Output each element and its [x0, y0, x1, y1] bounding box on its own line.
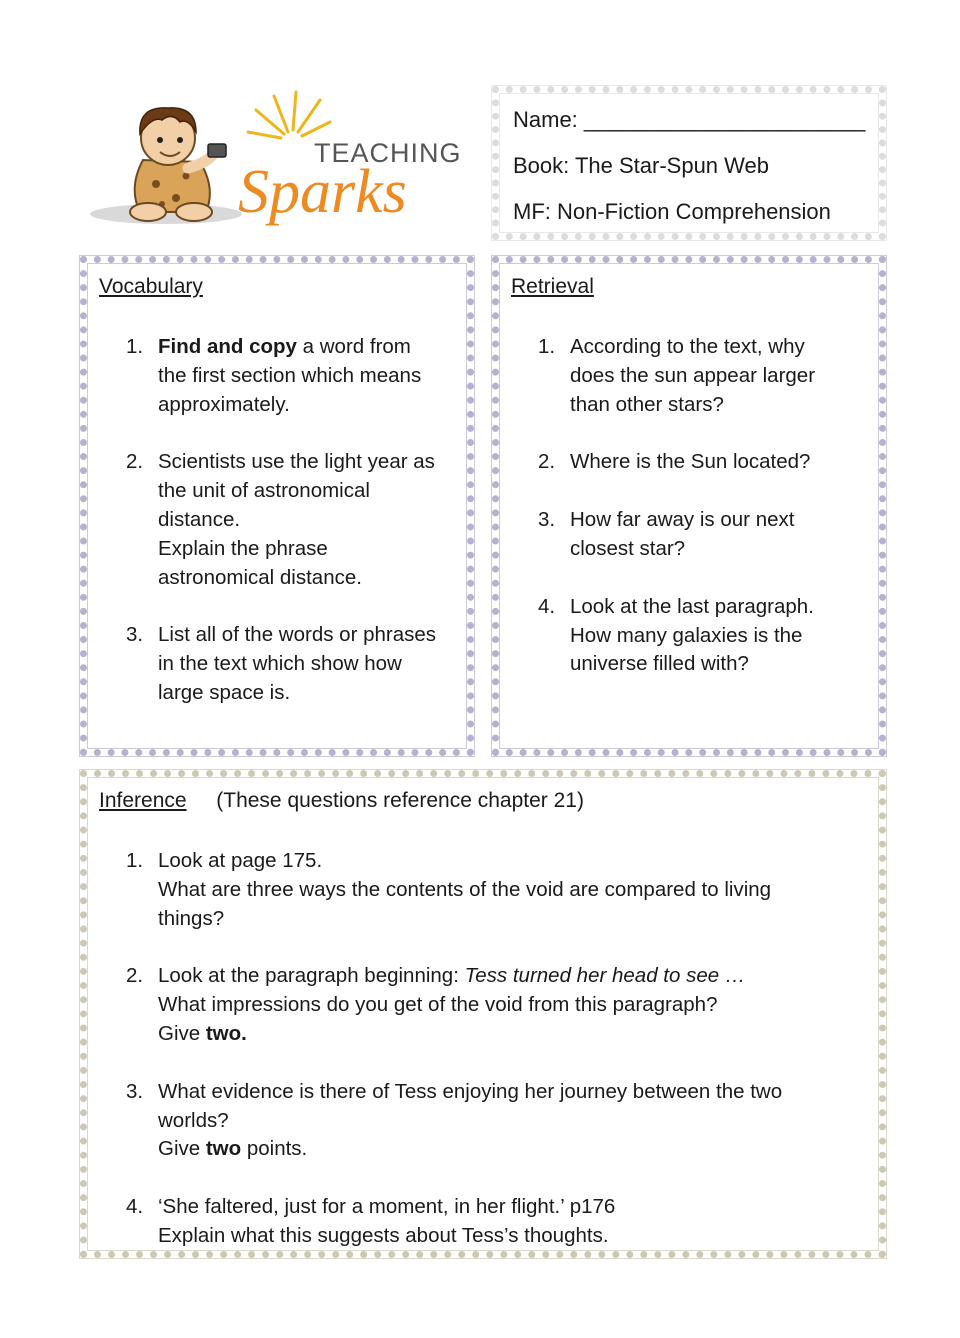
list-item: 3. List all of the words or phrases in the text which show how large space is.: [126, 623, 437, 704]
inference-note: (These questions reference chapter 21): [216, 789, 584, 812]
logo-word-teaching: TEACHING: [314, 138, 462, 168]
mf-line: MF: Non-Fiction Comprehension: [513, 199, 831, 224]
retrieval-box: [492, 256, 886, 756]
list-item: 3. How far away is our next closest star?: [538, 508, 795, 560]
inference-box: [80, 770, 886, 1258]
vocabulary-heading: Vocabulary: [99, 275, 203, 298]
vocabulary-box: [80, 256, 474, 756]
list-item: 4. Look at the last paragraph. How many galaxies is the universe filled with?: [538, 594, 814, 676]
list-item: 1. Look at page 175. What are three ways the contents of the void are compared to living things?: [126, 849, 772, 930]
list-item: 2. Where is the Sun located?: [538, 450, 811, 474]
list-item: 4. ‘She faltered, just for a moment, in her flight.’ p176 Explain what this suggests about Tess’s thoughts.: [126, 1195, 616, 1247]
list-item: 1. According to the text, why does the sun appear larger than other stars?: [538, 335, 816, 416]
list-item: 3. What evidence is there of Tess enjoying her journey between the two worlds? Give two points.: [126, 1079, 783, 1161]
name-field-line[interactable]: Name: _______________________: [513, 107, 866, 132]
logo-word-sparks: Sparks: [238, 158, 407, 226]
inference-heading: Inference: [99, 789, 187, 812]
list-item: 2. Scientists use the light year as the unit of astronomical distance. Explain the phrase astronomical distance.: [126, 450, 435, 589]
student-info-box: [492, 86, 886, 240]
inference-question-list: [126, 847, 878, 1280]
retrieval-question-list: [538, 333, 880, 708]
retrieval-heading: Retrieval: [511, 275, 594, 298]
vocabulary-question-list: [126, 333, 468, 737]
teaching-sparks-logo: [88, 88, 468, 238]
caveman-mascot-icon: [88, 88, 468, 238]
list-item: 2. Look at the paragraph beginning: Tess turned her head to see … What impressions do you get of the void from this paragraph? Give two.: [126, 964, 746, 1045]
list-item: 1. Find and copy a word from the first section which means approximately.: [126, 335, 422, 416]
book-title-line: Book: The Star-Spun Web: [513, 153, 769, 178]
